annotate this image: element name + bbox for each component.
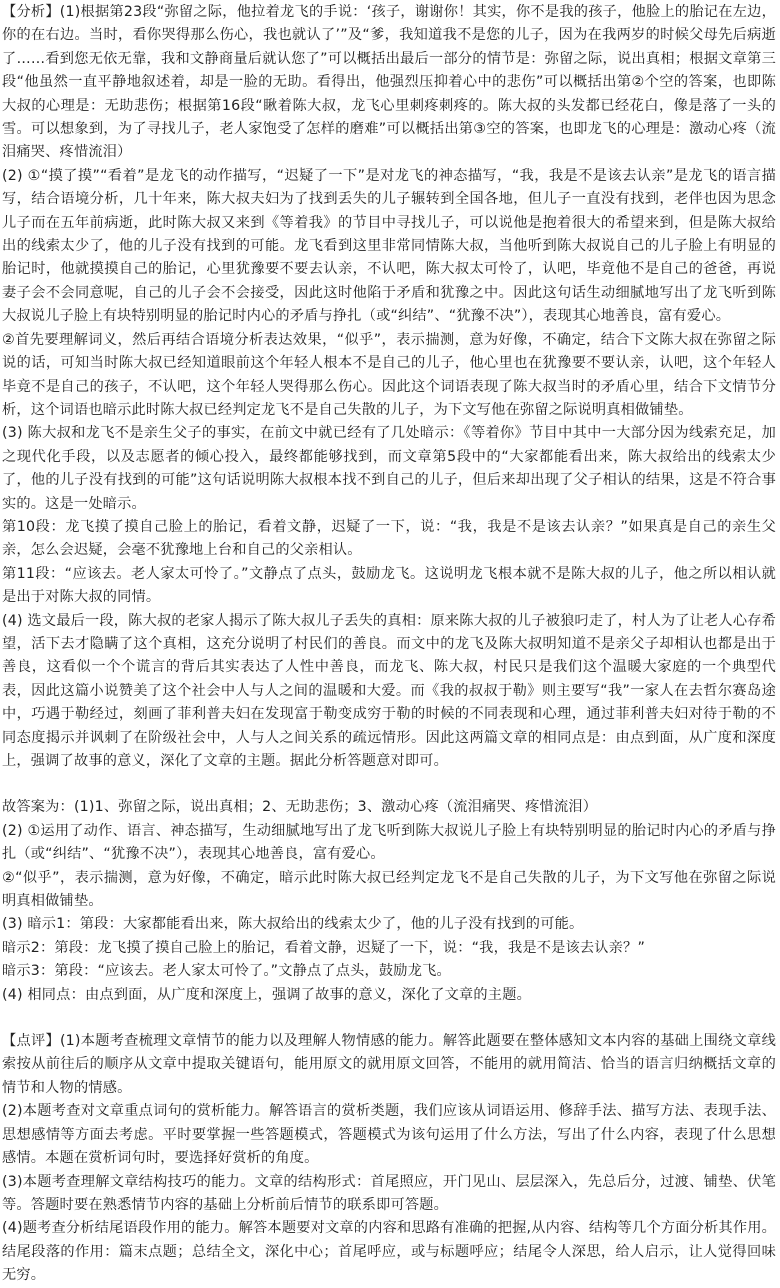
answer-part-3-hint-2: 暗示2：第段：龙飞摸了摸自己脸上的胎记，看着文静，迟疑了一下，说：“我，我是不是该去认亲？”: [2, 939, 645, 956]
analysis-part-2-item-1: (2) ①“摸了摸”“看着”是龙飞的动作描写，“迟疑了一下”是对龙飞的神态描写，“我，我是不是该去认亲”是龙飞的语言描写，结合语境分析，几十年来，陈大叔夫妇为了找到丢失的儿子辗转到全国各地，但儿子一直没有找到，老伴也因为思念儿子而在五年前病逝，此时陈大叔又来到《等着我》的节目中寻找儿子，可以说他是抱着很大的希望来到，但是陈大叔给出的线索太少了，他的儿子没有找到的可能。龙飞看到这里非常同情陈大叔，当他听到陈大叔说自己的儿子脸上有明显的胎记时，他就摸摸自己的胎记，心里犹豫要不要去认亲，不认吧，陈大叔太可怜了，认吧，毕竟他不是自己的爸爸，再说妻子会不会同意呢，自己的儿子会不会接受，因此这时他陷于矛盾和犹豫之中。因此这句话生动细腻地写出了龙飞听到陈大叔说儿子脸上有块特别明显的胎记时内心的矛盾与挣扎（或“纠结”、“犹豫不决”），表现其心地善良，富有爱心。: [2, 167, 776, 325]
analysis-part-1: 【分析】(1)根据第23段“弥留之际，他拉着龙飞的手说：‘孩子，谢谢你！其实，你不是我的孩子，他脸上的胎记在左边，你的在右边。当时，看你哭得那么伤心，我也就认了’”及“爹，我知道我不是您的儿子，因为在我两岁的时候父母先后病逝了……看到您无依无靠，我和文静商量后就认您了”可以概括出最后一部分的情节是：弥留之际，说出真相；根据文章第三段“他虽然一直平静地叙述着，却是一脸的无助。看得出，他强烈压抑着心中的悲伤”可以概括出第②个空的答案，也即陈大叔的心理是：无助悲伤；根据第16段“瞅着陈大叔，龙飞心里刺疼刺疼的。陈大叔的头发都已经花白，像是落了一头的雪。可以想象到，为了寻找儿子，老人家饱受了怎样的磨难”可以概括出第③空的答案，也即龙飞的心理是：激动心疼（流泪痛哭、疼惜流泪）: [2, 4, 776, 161]
answer-part-1: 故答案为：(1)1、弥留之际，说出真相；2、无助悲伤；3、激动心疼（流泪痛哭、疼惜流泪）: [2, 799, 598, 816]
answer-part-3-hint-3: 暗示3：第段：“应该去。老人家太可怜了。”文静点了点头，鼓励龙飞。: [2, 963, 451, 980]
comment-part-1: 【点评】(1)本题考查梳理文章情节的能力以及理解人物情感的能力。解答此题要在整体感知文本内容的基础上围绕文章线索按从前往后的顺序从文章中提取关键语句，能用原文的就用原文回答，不能用的就用简洁、恰当的语言归纳概括文章的情节和人物的情感。: [2, 1033, 776, 1096]
solution-document: [2, 1, 776, 1288]
answer-part-2-item-2: ②“似乎”，表示揣测，意为好像，不确定，暗示此时陈大叔已经判定龙飞不是自己失散的儿子，为下文写他在弥留之际说明真相做铺垫。: [2, 869, 776, 910]
answer-part-4: (4) 相同点：由点到面，从广度和深度上，强调了故事的意义，深化了文章的主题。: [2, 986, 531, 1003]
answer-part-2-item-1: (2) ①运用了动作、语言、神态描写，生动细腻地写出了龙飞听到陈大叔说儿子脸上有块特别明显的胎记时内心的矛盾与挣扎（或“纠结”、“犹豫不决”），表现其心地善良，富有爱心。: [2, 822, 776, 863]
comment-section: [2, 1030, 776, 1287]
analysis-part-4: (4) 选文最后一段，陈大叔的老家人揭示了陈大叔儿子丢失的真相：原来陈大叔的儿子被狼叼走了，村人为了让老人心存希望，活下去才隐瞒了这个真相，这充分说明了村民们的善良。而文中的龙飞及陈大叔明知道不是亲父子却相认也都是出于善良，这看似一个个谎言的背后其实表达了人性中善良，而龙飞、陈大叔，村民只是我们这个温暖大家庭的一个典型代表，因此这篇小说赞美了这个社会中人与人之间的温暖和大爱。而《我的叔叔于勒》则主要写“我”一家人在去哲尔赛岛途中，巧遇于勒经过，刻画了菲利普夫妇在发现富于勒变成穷于勒的时候的不同表现和心理，通过菲利普夫妇对待于勒的不同态度揭示并讽刺了在阶级社会中，人与人之间关系的疏远情形。因此这两篇文章的相同点是：由点到面，从广度和深度上，强调了故事的意义，深化了文章的主题。据此分析答题意对即可。: [2, 612, 776, 769]
comment-part-3: (3)本题考查理解文章结构技巧的能力。文章的结构形式：首尾照应，开门见山、层层深入，先总后分，过渡、铺垫、伏笔等。答题时要在熟悉情节内容的基础上分析前后情节的联系即可答题。: [2, 1173, 776, 1213]
analysis-part-3: (3) 陈大叔和龙飞不是亲生父子的事实，在前文中就已经有了几处暗示：《等着你》节目中其中一大部分因为线索充足，加之现代化手段，以及志愿者的倾心投入，最终都能够找到，而文章第5段中的“大家都能看出来，陈大叔给出的线索太少了，他的儿子没有找到的可能”这句话说明陈大叔根本找不到自己的儿子，但后来却出现了父子相认的结果，这是不符合事实的。这是一处暗示。: [2, 425, 776, 512]
analysis-part-3-hint-paragraph-11: 第11段：“应该去。老人家太可怜了。”文静点了点头，鼓励龙飞。这说明龙飞根本就不是陈大叔的儿子，他之所以相认就是出于对陈大叔的同情。: [2, 565, 776, 606]
analysis-part-2-item-2: ②首先要理解词义，然后再结合语境分析表达效果，“似乎”，表示揣测，意为好像，不确定，结合下文陈大叔在弥留之际说的话，可知当时陈大叔已经知道眼前这个年轻人根本不是自己的儿子，他心里也在犹豫要不要认亲，认吧，这个年轻人毕竟不是自己的孩子，不认吧，这个年轻人哭得那么伤心。因此这个词语表现了陈大叔当时的矛盾心里，结合下文情节分析，这个词语也暗示此时陈大叔已经判定龙飞不是自己失散的儿子，为下文写他在弥留之际说明真相做铺垫。: [2, 331, 776, 418]
comment-part-2: (2)本题考查对文章重点词句的赏析能力。解答语言的赏析类题，我们应该从词语运用、修辞手法、描写方法、表现手法、思想感情等方面去考虑。平时要掌握一些答题模式，答题模式为该句运用了什么方法，写出了什么内容，表现了什么思想感情。本题在赏析词句时，要选择好赏析的角度。: [2, 1103, 776, 1167]
analysis-part-3-hint-paragraph-10: 第10段：龙飞摸了摸自己脸上的胎记，看着文静，迟疑了一下，说：“我，我是不是该去认亲？”如果真是自己的亲生父亲，怎么会迟疑，会毫不犹豫地上台和自己的父亲相认。: [2, 518, 776, 559]
section-spacer: [2, 1007, 776, 1030]
analysis-section: [2, 1, 776, 773]
comment-part-4: (4)题考查分析结尾语段作用的能力。解答本题要对文章的内容和思路有准确的把握,从内容、结构等几个方面分析其作用。结尾段落的作用：篇末点题；总结全文，深化中心；首尾呼应，或与标题呼应；结尾令人深思，给人启示，让人觉得回味无穷。: [2, 1220, 776, 1284]
section-spacer: [2, 773, 776, 796]
answer-part-3-hint-1: (3) 暗示1：第段：大家都能看出来，陈大叔给出的线索太少了，他的儿子没有找到的可能。: [2, 916, 584, 933]
answer-section: [2, 796, 776, 1007]
